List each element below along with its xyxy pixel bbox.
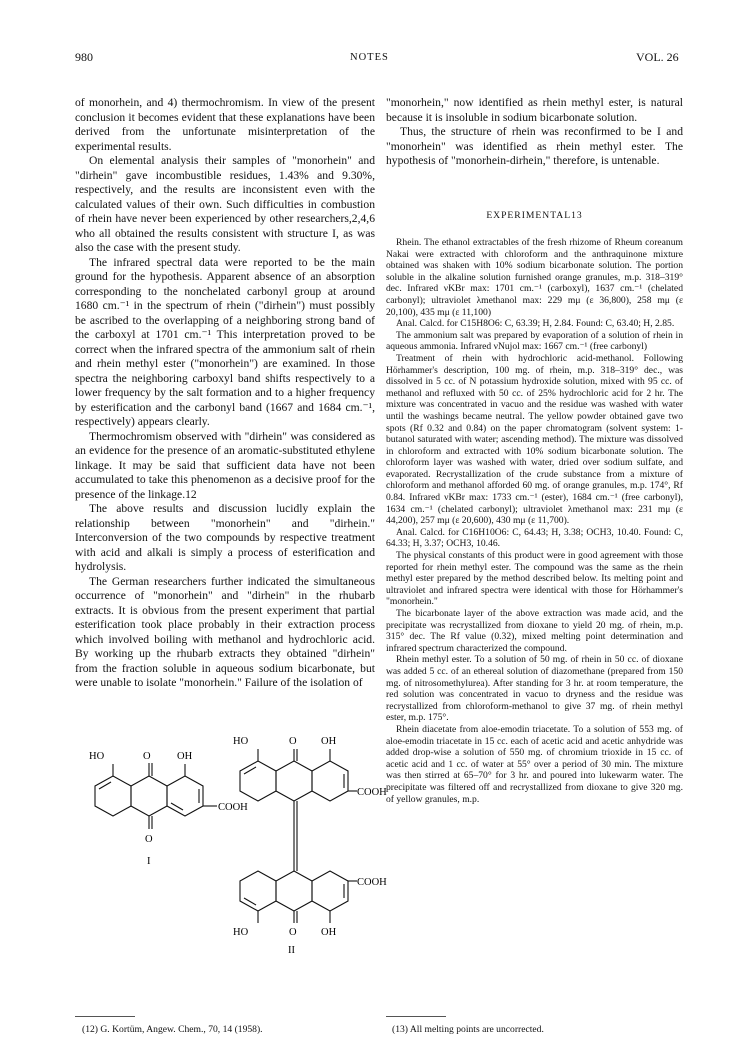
footnote-rule [75,1016,135,1017]
experimental-paragraph: The bicarbonate layer of the above extraction was made acid, and the precipitate was recrystallized from dioxane to yield 20 mg. of rhein, m.p. 315° dec. The Rf value (0.32), mixed melting point determination and infrared spectrum characterized the compound. [386,608,683,654]
experimental-paragraph: Rhein methyl ester. To a solution of 50 mg. of rhein in 50 cc. of dioxane was added 5 cc. of an ethereal solution of diazomethane (prepared from 150 mg. of nitrosomethylurea). After standing for 3 hr. at room temperature, the red solution was concentrated in vacuo to dryness and the residue was recrystallized from chloroform-methanol to give 37 mg. of rhein methyl ester, m.p. 175°. [386,654,683,724]
right-paragraph: "monorhein," now identified as rhein methyl ester, is natural because it is insoluble in sodium bicarbonate solution. [386,96,683,124]
left-paragraph: The above results and discussion lucidly explain the relationship between "monorhein" and "dirhein." Interconversion of the two compounds by respective treatment with acid and alkali is simply a process of esterification and hydrolysis. [75,502,375,573]
experimental-paragraph: Treatment of rhein with hydrochloric acid-methanol. Following Hörhammer's description, 100 mg. of rhein, m.p. 318–319° dec., was dissolved in 5 cc. of N potassium hydroxide solution, mixed with 95 cc. of methanol and refluxed with 50 cc. of 25% hydrochloric acid for 2 hr. The mixture was concentrated in vacuo and the residue was washed with water until the washings became neutral. The yellow powder obtained gave two spots (Rf 0.32 and 0.84) on the paper chromatogram (solvent system: 1-butanol saturated with water; ascending method). The mixture was dissolved in chloroform and extracted with 10% sodium bicarbonate solution. The chloroform layer was washed with water, dried over sodium sulfate, and evaporated. Recrystallization of the crude substance from a mixture of chloroform and methanol afforded 60 mg. of orange granules, m.p. 174°, Rf 0.84. Infrared νKBr max: 1733 cm.⁻¹ (ester), 1684 cm.⁻¹ (free carbonyl), 1634 cm.⁻¹ (chelated carbonyl); ultraviolet λmethanol max: 231 mμ (ε 44,200), 257 mμ (ε 20,600), 430 mμ (ε 11,700). [386,352,683,527]
left-paragraph: The German researchers further indicated the simultaneous occurrence of "monorhein" and "dirhein" in the rhubarb extracts. It is obvious from the present experiment that partial esterification took place probably in their extraction process which involved boiling with methanol and hydrochloric acid. By working up the rhubarb extracts they obtained "dirhein" from the fraction soluble in aqueous sodium bicarbonate, but were unable to isolate "monorhein." Failure of the isolation of [75,574,375,689]
structure-label: I [147,856,151,867]
experimental-paragraph: The physical constants of this product were in good agreement with those reported for rhein methyl ester. The compound was the same as the rhein methyl ester prepared by the method described below. Its melting point and ultraviolet and infrared spectra were identical with those for Hörhammer's "monorhein." [386,550,683,608]
label-o: O [289,927,297,938]
footnote-13: (13) All melting points are uncorrected. [392,1024,544,1035]
label-o: O [143,751,151,762]
footnote-12: (12) G. Kortüm, Angew. Chem., 70, 14 (1958). [82,1024,263,1035]
footnote-rule [386,1016,446,1017]
label-oh: OH [321,927,337,938]
experimental-paragraph: The ammonium salt was prepared by evaporation of a solution of rhein in aqueous ammonia. Infrared νNujol max: 1667 cm.⁻¹ (free carbonyl) [386,329,683,353]
left-paragraph: Thermochromism observed with "dirhein" was considered as an evidence for the presence of an aromatic-substituted ethylene linkage. It may be said that sufficient data have not been accumulated to take this phenomenon as a decisive proof for the presence of the linkage.12 [75,429,375,501]
label-ho: HO [89,751,105,762]
left-column [75,96,375,691]
right-column [386,96,683,805]
label-o: O [145,834,153,845]
left-paragraph: of monorhein, and 4) thermochromism. In view of the present conclusion it becomes evident that these explanations have been derived from the unfortunate misinterpretation of the experimental results. [75,96,375,153]
label-oh: OH [321,736,337,747]
label-ho: HO [233,927,249,938]
page-number: 980 [75,50,93,64]
experimental-section [386,237,683,805]
label-cooh: COOH [357,877,387,888]
structure-label: II [288,945,295,956]
left-paragraph: On elemental analysis their samples of "monorhein" and "dirhein" gave incombustible residues, 1.43% and 9.30%, respectively, and the results are inconsistent even with the calculated values of their own. Such difficulties in combustion of rhein have never been experienced by other researchers,2,4,6 who all obtained the results consistent with structure I, as was also the case with the present study. [75,154,375,254]
label-ho: HO [233,736,249,747]
label-cooh: COOH [218,802,248,813]
left-paragraph: The infrared spectral data were reported to be the main ground for the hypothesis. Apparent absence of an absorption corresponding to the nonchelated carbonyl group at around 1680 cm.⁻¹ in the spectrum of rhein ("dirhein") must possibly be ascribed to the overlapping of a neighboring strong band of the carboxyl at 1701 cm.⁻¹ This interpretation proved to be correct when the infrared spectra of the ammonium salt of rhein and rhein methyl ester ("monorhein") are examined. In those spectra the neighboring carboxyl band shifts respectively to a lower frequency by the salt formation and to a higher frequency by esterification and the carbonyl band (1667 and 1684 cm.⁻¹, respectively) appears clearly. [75,255,375,428]
structure-figure [75,731,387,1016]
experimental-paragraph: Anal. Calcd. for C15H8O6: C, 63.39; H, 2.84. Found: C, 63.40; H, 2.85. [396,318,675,330]
running-header: NOTES [350,52,389,63]
label-o: O [289,736,297,747]
label-oh: OH [177,751,193,762]
experimental-paragraph: Rhein diacetate from aloe-emodin triacetate. To a solution of 553 mg. of aloe-emodin triacetate in 15 cc. each of acetic acid and acetic anhydride was added drop-wise a solution of 550 mg. of chromium trioxide in 15 cc. of acetic acid and 1 cc. of water at 55° over a period of 30 min. The mixture was then stirred at 65–70° for 3 hr. and poured into lukewarm water. The precipitate was filtered off and recrystallized from dioxane to give 320 mg. of yellow granules, m.p. [386,723,683,805]
label-cooh: COOH [357,787,387,798]
experimental-paragraph: Rhein. The ethanol extractables of the fresh rhizome of Rheum coreanum Nakai were extracted with chloroform and the anthraquinone mixture obtained was shaken with 10% sodium bicarbonate solution. The portion soluble in the alkaline solution furnished orange granules, m.p. 318–319° dec. Infrared νKBr max: 1701 cm.⁻¹ (carboxyl), 1637 cm.⁻¹ (chelated carbonyl); ultraviolet λmethanol max: 229 mμ (ε 36,800), 258 mμ (ε 20,100), 435 mμ (ε 11,100) [386,237,683,318]
chemical-structures [75,731,387,1016]
right-paragraph: Thus, the structure of rhein was reconfirmed to be I and "monorhein" was identified as rhein methyl ester. The hypothesis of "monorhein-dirhein," therefore, is untenable. [386,125,683,167]
experimental-heading: EXPERIMENTAL13 [486,209,583,221]
experimental-paragraph: Anal. Calcd. for C16H10O6: C, 64.43; H, 3.38; OCH3, 10.40. Found: C, 64.33; H, 3.37; OCH3, 10.46. [386,526,683,550]
volume-label: VOL. 26 [636,50,679,64]
